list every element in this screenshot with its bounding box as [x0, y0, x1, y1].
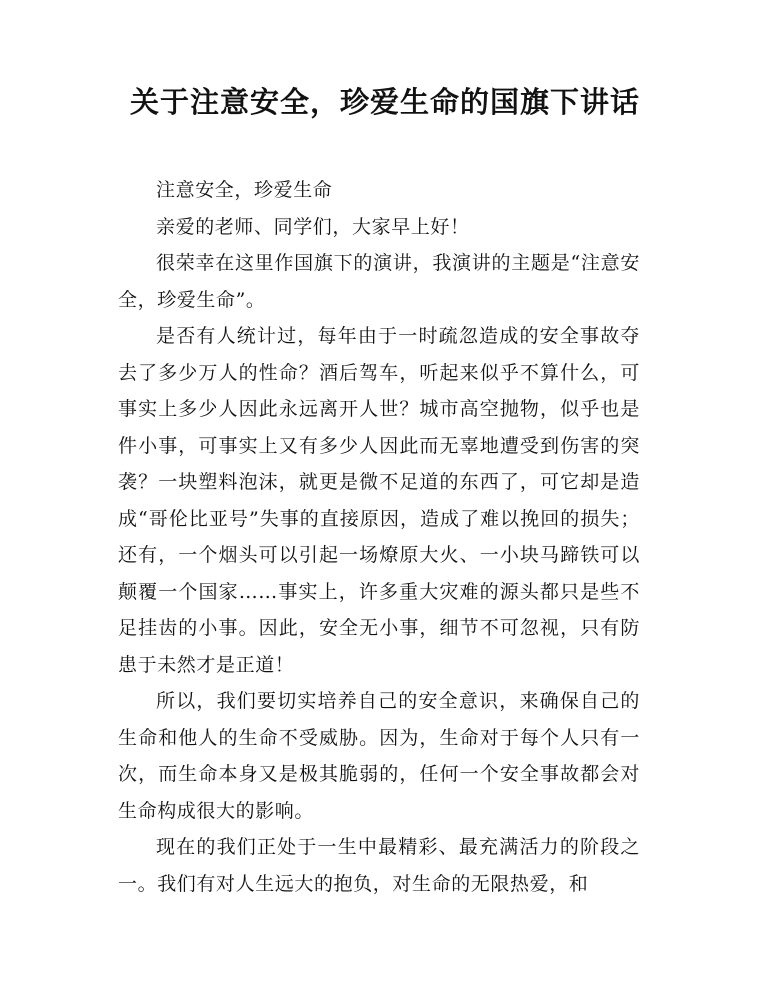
paragraph-examples: 是否有人统计过，每年由于一时疏忽造成的安全事故夺去了多少万人的性命？酒后驾车，听起来似乎不算什么，可事实上多少人因此永远离开人世？城市高空抛物，似乎也是件小事，可事实上又有多少人因此而无辜地遭受到伤害的突袭？一块塑料泡沫，就更是微不足道的东西了，可它却是造成“哥伦比亚号”失事的直接原因，造成了难以挽回的损失；还有，一个烟头可以引起一场燎原大火、一小块马蹄铁可以颠覆一个国家……事实上，许多重大灾难的源头都只是些不足挂齿的小事。因此，安全无小事，细节不可忽视，只有防患于未然才是正道！	[118, 325, 640, 676]
paragraph-intro: 很荣幸在这里作国旗下的演讲，我演讲的主题是“注意安全，珍爱生命”。	[118, 252, 640, 311]
document-body	[118, 172, 640, 902]
paragraph-awareness: 所以，我们要切实培养自己的安全意识，来确保自己的生命和他人的生命不受威胁。因为，生命对于每个人只有一次，而生命本身又是极其脆弱的，任何一个安全事故都会对生命构成很大的影响。	[118, 690, 640, 822]
document-title: 关于注意安全，珍爱生命的国旗下讲话	[129, 85, 640, 119]
paragraph-subtitle: 注意安全，珍爱生命	[156, 179, 333, 201]
paragraph-youth: 现在的我们正处于一生中最精彩、最充满活力的阶段之一。我们有对人生远大的抱负，对生命的无限热爱，和	[118, 836, 640, 895]
paragraph-greeting: 亲爱的老师、同学们，大家早上好！	[156, 215, 470, 238]
